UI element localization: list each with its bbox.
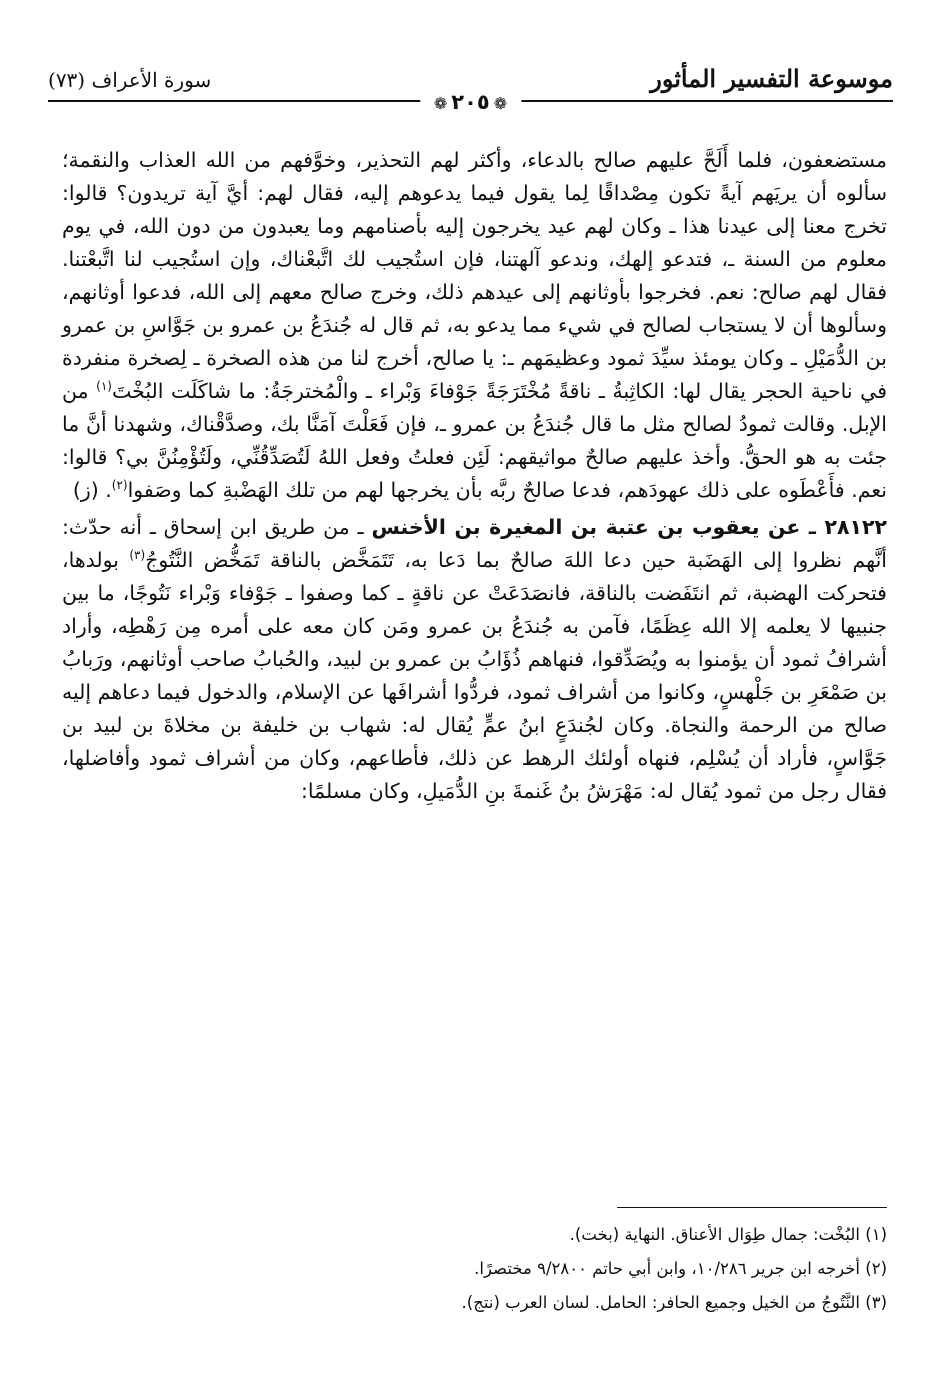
paragraph-text: مستضعفون، فلما أَلَحَّ عليهم صالح بالدعاء، وأكثر لهم التحذير، وخوَّفهم من الله العذاب والنقمة؛ سألوه أن يريَهم آيةً تكون مِصْداقًا لِما يقول فيما يدعوهم إليه، فقال لهم: أيَّ آية تريدون؟ قالوا: تخرج معنا إلى عيدنا هذا ـ وكان لهم عيد يخرجون إليه بأصنامهم وما يعبدون من دون الله، في يوم معلوم من السنة ـ، فتدعو إلهك، وندعو آلهتنا، فإن استُجيب لك اتَّبعْناك، وإن استُجيب لنا اتَّبعْتنا. فقال لهم صالح: نعم. فخرجوا بأوثانهم إلى عيدهم ذلك، وخرج صالح معهم إلى الله، فدعوا أوثانهم، وسألوها أن لا يستجاب لصالح في شيء مما يدعو به، ثم قال له جُندَعُ بن عمرو بن جَوَّاسِ بن عمرو بن الدُّمَيْلِ ـ وكان يومئذ سيِّدَ ثمود وعظيمَهم ـ: يا صالح، أخرج لنا من هذه الصخرة ـ لِصخرة منفردة في ناحية الحجر يقال لها: الكاثِبةُ ـ ناقةً مُخْتَرَجَةً جَوْفاءَ وَبْراء ـ والْمُخترجَةُ: ما شاكَلَت البُخْتَ [62,148,887,403]
paragraph-text: ـ من طريق ابن إسحاق ـ أنه حدّث: أنَّهم نظروا إلى الهَضَبة حين دعا اللهَ صالحٌ بما دَعا به، تَتَمَخَّض بالناقة تَمَخُّض النَّتُوجُ [62,515,887,572]
main-text [62,144,887,808]
narrator-chain: ـ عن يعقوب بن عتبة بن المغيرة بن الأخنس [371,515,825,539]
footnote-ref: (١) [96,379,112,394]
paragraph-text: . (ز) [72,478,112,502]
footnote-ref: (٣) [129,548,146,563]
footnote-divider [617,1207,887,1208]
footnote-item: (٢) أخرجه ابن جرير ١٠/٢٨٦، وابن أبي حاتم ٩/٢٨٠٠ مختصرًا. [474,1259,887,1278]
footnote-item: (١) البُخْت: جمال طِوَال الأعناق. النهاية (بخت). [569,1225,887,1244]
ornament-left-icon: ❁ [433,93,448,113]
footnote-ref: (٢) [111,478,128,493]
hadith-number: ٢٨١٢٢ [824,515,888,539]
book-title: موسوعة التفسير المأثور [650,64,893,93]
page-header [48,62,893,114]
paragraph-text: بولدها، فتحركت الهضبة، ثم انتَفَضت بالناقة، فانصَدَعَتْ عن ناقةٍ ـ كما وصفوا ـ جَوْفاء وَبْراء نَتُوجًا، ما بين جنبيها لا يعلمه إلا الله عِظَمًا، فآمن به جُندَعُ بن عمرو ومَن كان معه على أمره مِن رَهْطِه، وأراد أشرافُ ثمود أن يؤمنوا به ويُصَدِّقوا، فنهاهم ذُؤَابُ بن عمرو بن لبيد، والحُبابُ صاحب أوثانهم، ورَبابُ بن صَمْعَرِ بن جَلْهسٍ، وكانوا من أشراف ثمود، فردُّوا أشرافَها عن الإسلام، والدخول فيما دعاهم إليه صالح من الرحمة والنجاة. وكان لجُندَعٍ ابنُ عمٍّ يُقال له: شهاب بن خليفة بن مخلاةَ بن لبيد بن جَوَّاسٍ، فأراد أن يُسْلِم، فنهاه أولئك الرهط عن ذلك، فأطاعهم، وكان من أشراف ثمود وأفاضلها، فقال رجل من ثمود يُقال له: مَهْرَشُ بنُ غَنمةَ بنِ الدُّمَيلِ، وكان مسلمًا: [62,548,887,803]
paragraph-continuation [62,144,887,507]
footnote-item: (٣) النَّتُوجُ من الخيل وجميع الحافر: الحامل. لسان العرب (نتج). [461,1293,887,1312]
page-number-block [420,90,521,114]
page-number: ٢٠٥ [451,90,490,114]
footnotes [62,1218,887,1320]
ornament-right-icon: ❁ [493,93,508,113]
surah-name: سورة الأعراف (٧٣) [48,68,212,92]
paragraph-text: من الإبل. وقالت ثمودُ لصالح مثل ما قال جُندَعُ بن عمرو ـ، فإن فَعَلْتَ آمَنَّا بك، وصدَّقْناك، وشهدنا أنَّ ما جئت به هو الحقُّ. وأخذ عليهم صالحٌ مواثيقهم: لَئِن فعلتُ وفعل اللهُ لَتُصَدِّقُنِّي، ولَتُؤْمِنُنَّ بي؟ قالوا: نعم. فأَعْطَوه على ذلك عهودَهم، فدعا صالحٌ ربَّه بأن يخرجها لهم من تلك الهَضْبةِ كما وصَفوا [62,379,887,502]
hadith-paragraph [62,511,887,808]
